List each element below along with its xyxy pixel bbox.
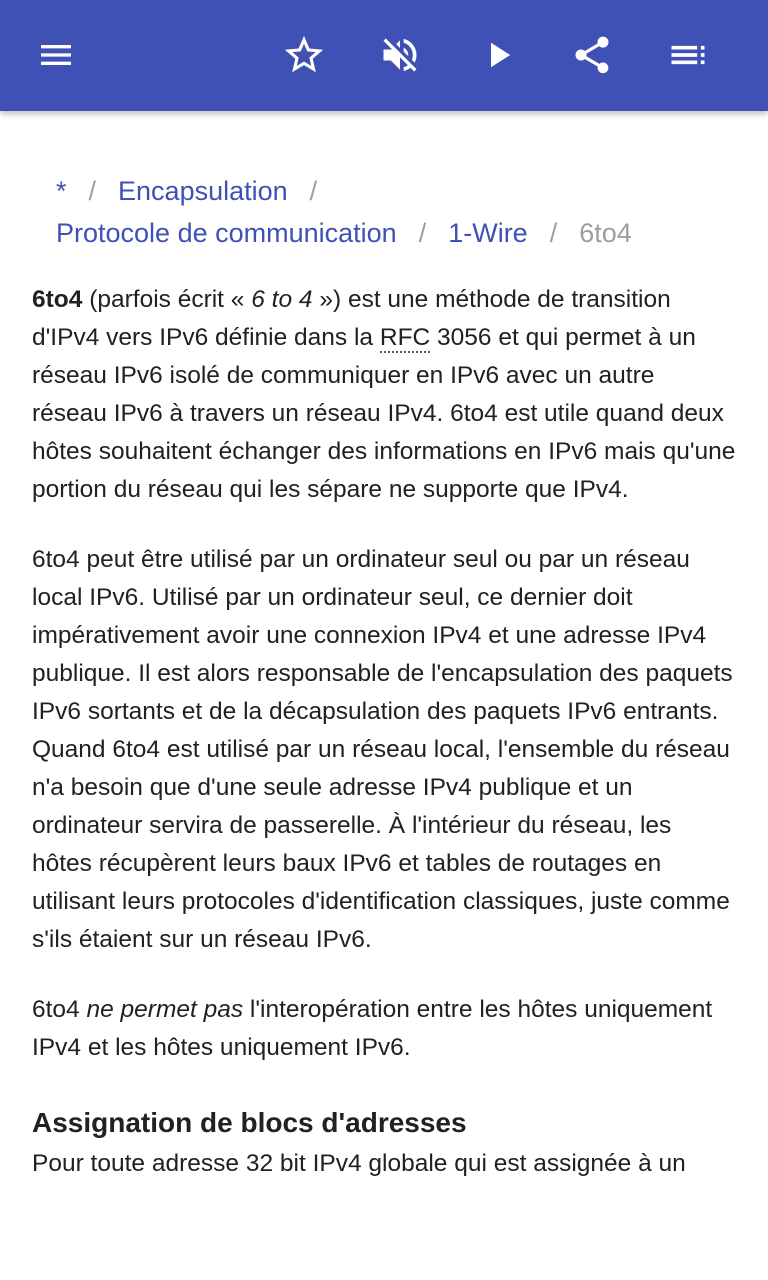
rfc-abbreviation[interactable]: RFC	[379, 324, 431, 351]
breadcrumb-separator: /	[309, 176, 318, 206]
share-button[interactable]	[564, 27, 620, 83]
app-toolbar	[0, 0, 768, 111]
breadcrumb-link-root[interactable]: *	[56, 176, 67, 206]
mute-button[interactable]	[372, 27, 428, 83]
menu-icon	[36, 35, 76, 75]
text-segment: ») est une méthode de transition d'IPv4 vers IPv6 définie dans la	[32, 286, 671, 351]
volume-off-icon	[378, 33, 422, 77]
text-segment: (parfois écrit «	[82, 286, 252, 313]
breadcrumb-separator: /	[88, 176, 97, 206]
breadcrumb-separator: /	[418, 218, 427, 248]
favorite-button[interactable]	[276, 27, 332, 83]
paragraph-assignation: Pour toute adresse 32 bit IPv4 globale qui est assignée à un	[32, 1150, 686, 1177]
menu-button[interactable]	[28, 27, 84, 83]
text-segment: l'interopération entre les hôtes uniquement IPv4 et les hôtes uniquement IPv6.	[32, 996, 713, 1061]
italic-text: ne permet pas	[86, 996, 244, 1023]
term-6to4: 6to4	[32, 286, 83, 313]
play-button[interactable]	[470, 27, 526, 83]
breadcrumb-link-encapsulation[interactable]: Encapsulation	[118, 176, 288, 206]
breadcrumb	[56, 170, 736, 254]
share-icon	[570, 33, 614, 77]
table-of-contents-button[interactable]	[660, 27, 716, 83]
section-heading: Assignation de blocs d'adresses	[32, 1107, 467, 1138]
text-segment: 6to4	[32, 996, 87, 1023]
text-segment: 3056 et qui permet à un réseau IPv6 isolé de communiquer en IPv6 avec un autre réseau IPv6 à travers un réseau IPv4. 6to4 est utile quand deux hôtes souhaitent échanger des informations en IPv6 mais qu'une portion du réseau qui les sépare ne supporte que IPv4.	[32, 324, 736, 503]
table-of-contents-icon	[666, 33, 710, 77]
breadcrumb-separator: /	[549, 218, 558, 248]
italic-text: 6 to 4	[251, 286, 313, 313]
paragraph-usage: 6to4 peut être utilisé par un ordinateur seul ou par un réseau local IPv6. Utilisé par un ordinateur seul, ce dernier doit impérativement avoir une connexion IPv4 et une adresse IPv4 publique. Il est alors responsable de l'encapsulation des paquets IPv6 sortants et de la décapsulation des paquets IPv6 entrants. Quand 6to4 est utilisé par un réseau local, l'ensemble du réseau n'a besoin que d'une seule adresse IPv4 publique et un ordinateur servira de passerelle. À l'intérieur du réseau, les hôtes récupèrent leurs baux IPv6 et tables de routages en utilisant leurs protocoles d'identification classiques, juste comme s'ils étaient sur un réseau IPv6.	[32, 546, 733, 953]
breadcrumb-link-1-wire[interactable]: 1-Wire	[448, 218, 528, 248]
paragraph-interop	[32, 991, 736, 1067]
article-content	[32, 170, 736, 1183]
breadcrumb-current: 6to4	[579, 218, 632, 248]
play-icon	[477, 34, 519, 76]
breadcrumb-link-protocole[interactable]: Protocole de communication	[56, 218, 397, 248]
star-outline-icon	[281, 32, 327, 78]
paragraph-intro	[32, 281, 736, 509]
